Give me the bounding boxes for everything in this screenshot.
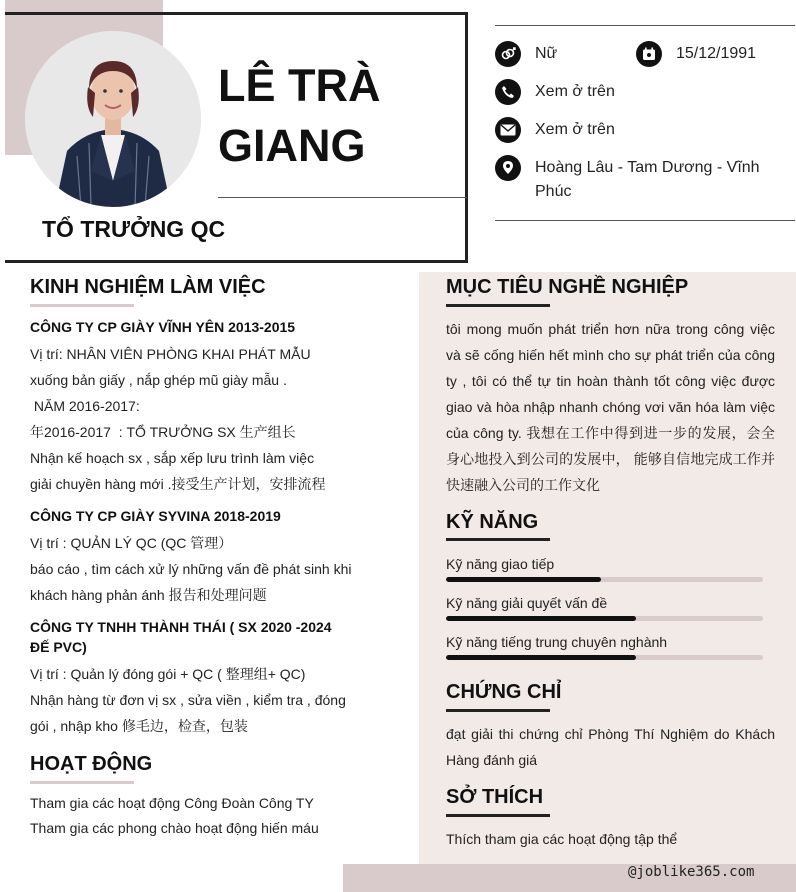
contact-divider-bottom bbox=[495, 220, 795, 221]
calendar-icon bbox=[636, 41, 662, 67]
activity-item: Tham gia các hoạt động Công Đoàn Công TY bbox=[30, 795, 314, 811]
skill-bar-track bbox=[446, 655, 763, 660]
experience-job-2 bbox=[30, 506, 380, 608]
contact-divider-top bbox=[495, 25, 795, 26]
skill-label: Kỹ năng giao tiếp bbox=[446, 556, 555, 572]
activities-title: HOẠT ĐỘNG bbox=[30, 753, 153, 775]
objective-underline bbox=[446, 304, 550, 307]
gender-icon bbox=[495, 41, 521, 67]
job-3-line: gói , nhập kho 修毛边，检查，包装 bbox=[30, 718, 248, 734]
email-icon bbox=[495, 117, 521, 143]
gender-value: Nữ bbox=[535, 45, 558, 62]
avatar-photo bbox=[25, 31, 201, 207]
job-2-line: báo cáo , tìm cách xử lý những vấn đề phát sinh khi bbox=[30, 561, 352, 577]
candidate-name bbox=[218, 56, 458, 176]
contact-phone bbox=[495, 79, 615, 105]
address-value: Hoàng Lâu - Tam Dương - Vĩnh Phúc bbox=[535, 159, 760, 200]
job-1-line: NĂM 2016-2017: bbox=[30, 398, 140, 414]
experience-underline bbox=[30, 304, 134, 307]
job-1-company: CÔNG TY CP GIÀY VĨNH YÊN 2013-2015 bbox=[30, 319, 296, 335]
job-1-line: giải chuyền hàng mới .接受生产计划，安排流程 bbox=[30, 476, 326, 492]
skill-bar-fill bbox=[446, 655, 636, 660]
hobbies-text: Thích tham gia các hoạt động tập thể bbox=[446, 831, 678, 847]
activities-underline bbox=[30, 781, 134, 784]
experience-job-3 bbox=[30, 617, 380, 739]
location-pin-icon bbox=[495, 155, 521, 181]
skill-bar-track bbox=[446, 577, 763, 582]
contact-address bbox=[495, 155, 785, 204]
certificates-underline bbox=[446, 709, 550, 712]
objective-text: tôi mong muốn phát triển hơn nữa trong công việc và sẽ cống hiến hết mình cho sự phát triển của công ty , tôi có thể tự tin hoàn thành tốt công việc được giao và hòa nhập nhanh chóng vơi văn hóa làm việc của công ty. 我想在工作中得到进一步的发展，会全身心地投入到公司的发展中， 能够自信地完成工作并快速融入公司的工作文化 bbox=[446, 321, 775, 493]
contact-email bbox=[495, 117, 615, 143]
avatar bbox=[25, 31, 201, 207]
birthday-value: 15/12/1991 bbox=[676, 45, 757, 62]
job-1-line: 年2016-2017 : TỔ TRƯỞNG SX 生产组长 bbox=[30, 424, 296, 440]
phone-icon bbox=[495, 79, 521, 105]
name-line-1: LÊ TRÀ bbox=[218, 60, 381, 111]
name-divider bbox=[218, 197, 467, 198]
activities-list bbox=[30, 791, 390, 841]
job-1-line: Vị trí: NHÂN VIÊN PHÒNG KHAI PHÁT MẪU bbox=[30, 346, 311, 362]
job-3-line: Nhận hàng từ đơn vị sx , sửa viền , kiểm tra , đóng bbox=[30, 692, 346, 708]
job-1-line: Nhận kế hoạch sx , sắp xếp lưu trình làm việc bbox=[30, 450, 315, 466]
skill-label: Kỹ năng tiếng trung chuyên nghành bbox=[446, 634, 668, 650]
email-value[interactable]: Xem ở trên bbox=[535, 121, 615, 138]
skill-bar-track bbox=[446, 616, 763, 621]
skill-bar-fill bbox=[446, 616, 636, 621]
hobbies-title: SỞ THÍCH bbox=[446, 786, 544, 808]
watermark: @joblike365.com bbox=[628, 864, 755, 880]
experience-job-1 bbox=[30, 317, 380, 497]
certificates-text: đạt giải thi chứng chỉ Phòng Thí Nghiệm do Khách Hàng đánh giá bbox=[446, 726, 775, 768]
job-1-line: xuống bản giấy , nắp ghép mũ giày mẫu . bbox=[30, 372, 287, 388]
job-3-company: CÔNG TY TNHH THÀNH THÁI ( SX 2020 -2024 bbox=[30, 619, 332, 635]
activity-item: Tham gia các phong chào hoạt động hiến máu bbox=[30, 820, 319, 836]
job-2-line: Vị trí : QUẢN LÝ QC (QC 管理） bbox=[30, 535, 233, 551]
experience-title: KINH NGHIỆM LÀM VIỆC bbox=[30, 276, 266, 298]
phone-value[interactable]: Xem ở trên bbox=[535, 83, 615, 100]
skill-label: Kỹ năng giải quyết vấn đề bbox=[446, 595, 608, 611]
job-2-company: CÔNG TY CP GIÀY SYVINA 2018-2019 bbox=[30, 508, 281, 524]
skill-bar-fill bbox=[446, 577, 601, 582]
objective-title: MỤC TIÊU NGHỀ NGHIỆP bbox=[446, 276, 689, 298]
job-2-line: khách hàng phản ánh 报告和处理问题 bbox=[30, 587, 267, 603]
certificates-title: CHỨNG CHỈ bbox=[446, 681, 562, 703]
job-3-company-cont: ĐẾ PVC) bbox=[30, 639, 87, 655]
hobbies-underline bbox=[446, 814, 550, 817]
name-line-2: GIANG bbox=[218, 120, 366, 171]
skills-title: KỸ NĂNG bbox=[446, 511, 539, 533]
job-title: TỔ TRƯỞNG QC bbox=[42, 216, 226, 242]
job-3-line: Vị trí : Quản lý đóng gói + QC ( 整理组+ QC) bbox=[30, 666, 306, 682]
skills-underline bbox=[446, 538, 550, 541]
contact-gender bbox=[495, 41, 557, 67]
contact-birthday bbox=[636, 41, 756, 67]
